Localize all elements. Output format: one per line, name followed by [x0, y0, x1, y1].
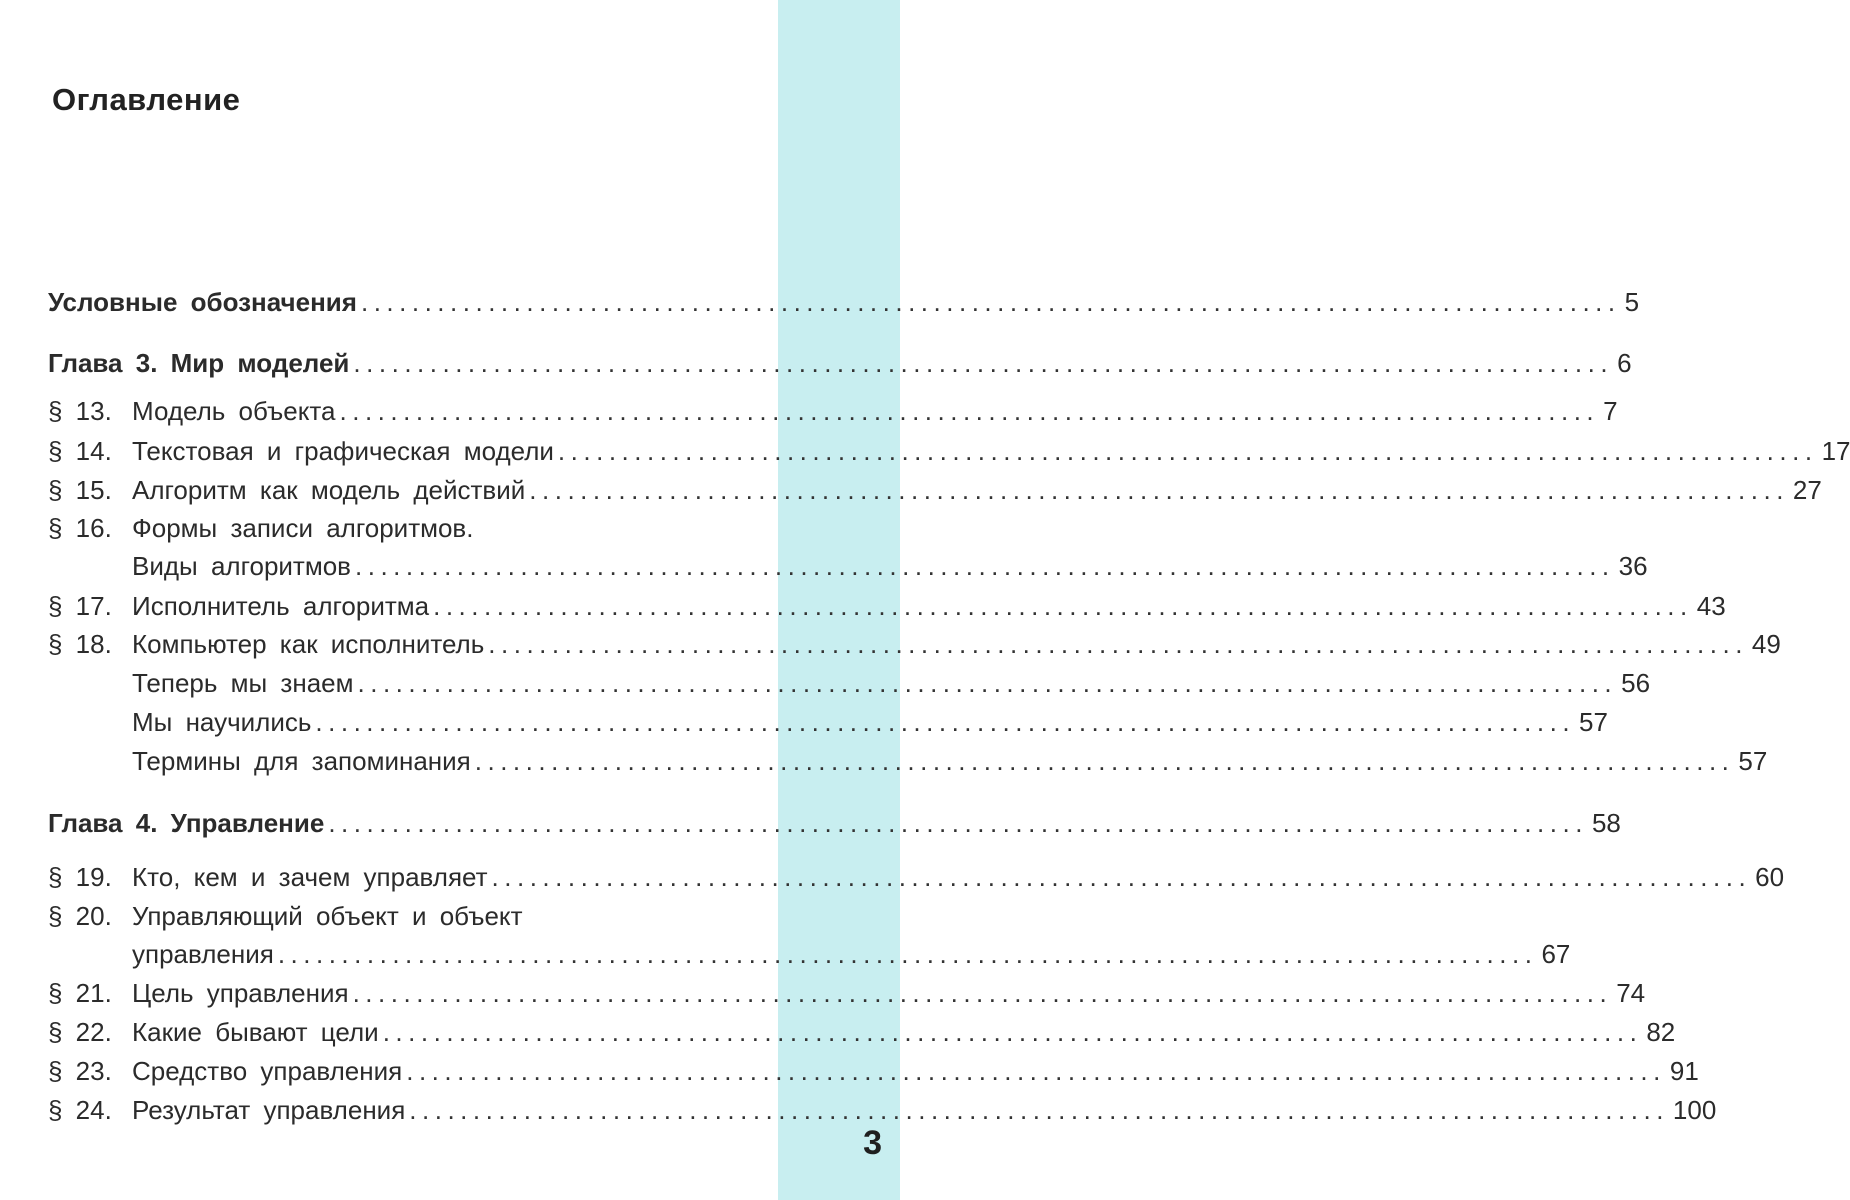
section-title: Термины для запоминания — [132, 746, 471, 776]
section-title: Цель управления — [132, 978, 349, 1008]
toc-entry-section-20[interactable] — [48, 934, 1571, 974]
section-number: § 17. — [48, 591, 112, 621]
entry-page: 36 — [1618, 551, 1648, 581]
section-number: § 21. — [48, 978, 112, 1008]
section-number: § 20. — [48, 901, 112, 931]
leader-dots: ................................................................................................... — [406, 1056, 1666, 1086]
section-number: § 16. — [48, 513, 112, 543]
leader-dots: ................................................................................................... — [352, 978, 1613, 1008]
section-number: § 22. — [48, 1017, 112, 1047]
leader-dots: ................................................................................................... — [529, 475, 1789, 505]
entry-page: 100 — [1672, 1095, 1717, 1125]
toc-entry-chapter-4[interactable] — [48, 803, 1621, 843]
chapter-title: Глава 3. Мир моделей — [48, 348, 350, 378]
toc-entry-section-15[interactable] — [48, 470, 1822, 510]
entry-title: Условные обозначения — [48, 287, 357, 317]
toc-title: Оглавление — [52, 82, 241, 117]
toc-entry-section-16[interactable] — [48, 546, 1648, 586]
section-title: Компьютер как исполнитель — [132, 629, 485, 659]
section-number: § 18. — [48, 629, 112, 659]
entry-page: 58 — [1591, 808, 1621, 838]
section-number: § 23. — [48, 1056, 112, 1086]
leader-dots: ................................................................................................... — [474, 746, 1735, 776]
toc-entry-we-learned[interactable] — [48, 702, 1608, 742]
toc-entry-section-22[interactable] — [48, 1012, 1676, 1052]
entry-page: 17 — [1821, 436, 1850, 466]
leader-dots: ................................................................................................... — [315, 707, 1576, 737]
page-number: 3 — [863, 1124, 882, 1162]
section-title: Какие бывают цели — [132, 1017, 379, 1047]
leader-dots: ................................................................................................... — [328, 808, 1588, 838]
toc-entry-section-13[interactable] — [48, 391, 1618, 431]
section-title-continued: управления — [132, 939, 274, 969]
toc-entry-legend[interactable] — [48, 282, 1640, 322]
entry-page: 7 — [1603, 396, 1618, 426]
leader-dots: ................................................................................................... — [433, 591, 1693, 621]
entry-page: 5 — [1624, 287, 1640, 317]
toc-entry-section-23[interactable] — [48, 1051, 1699, 1091]
section-title: Текстовая и графическая модели — [132, 436, 554, 466]
toc-entry-section-21[interactable] — [48, 973, 1646, 1013]
leader-dots: ................................................................................................... — [357, 668, 1618, 698]
section-number: § 15. — [48, 475, 112, 505]
leader-dots: ................................................................................................... — [353, 348, 1614, 378]
toc-entry-section-18[interactable] — [48, 624, 1781, 664]
leader-dots: ................................................................................................... — [491, 862, 1752, 892]
entry-page: 57 — [1738, 746, 1768, 776]
section-title: Кто, кем и зачем управляет — [132, 862, 488, 892]
entry-page: 56 — [1621, 668, 1651, 698]
toc-entry-section-24[interactable] — [48, 1090, 1717, 1130]
section-title: Управляющий объект и объект — [132, 901, 523, 931]
leader-dots: ................................................................................................... — [360, 287, 1621, 317]
leader-dots: ................................................................................................... — [355, 551, 1615, 581]
entry-page: 27 — [1792, 475, 1822, 505]
entry-page: 43 — [1696, 591, 1726, 621]
chapter-title: Глава 4. Управление — [48, 808, 325, 838]
section-number: § 19. — [48, 862, 112, 892]
toc-entry-terms[interactable] — [48, 741, 1768, 781]
entry-page: 74 — [1616, 978, 1646, 1008]
section-title: Исполнитель алгоритма — [132, 591, 430, 621]
section-title: Средство управления — [132, 1056, 403, 1086]
section-title: Результат управления — [132, 1095, 406, 1125]
section-title: Мы научились — [132, 707, 312, 737]
entry-page: 60 — [1755, 862, 1785, 892]
entry-page: 6 — [1617, 348, 1632, 378]
toc-entry-chapter-3[interactable] — [48, 343, 1632, 383]
leader-dots: ................................................................................................... — [277, 939, 1538, 969]
section-number: § 24. — [48, 1095, 112, 1125]
section-number: § 14. — [48, 436, 112, 466]
entry-page: 49 — [1751, 629, 1781, 659]
section-title-continued: Виды алгоритмов — [132, 551, 351, 581]
entry-page: 57 — [1579, 707, 1608, 737]
toc-entry-section-14[interactable] — [48, 431, 1850, 471]
toc-entry-section-16-line1[interactable] — [48, 508, 748, 548]
toc-entry-section-17[interactable] — [48, 586, 1726, 626]
section-number: § 13. — [48, 396, 112, 426]
leader-dots: ................................................................................................... — [488, 629, 1748, 659]
entry-page: 82 — [1646, 1017, 1676, 1047]
section-title: Алгоритм как модель действий — [132, 475, 526, 505]
leader-dots: ................................................................................................... — [382, 1017, 1643, 1047]
entry-page: 91 — [1669, 1056, 1699, 1086]
toc-entry-section-20-line1[interactable] — [48, 896, 748, 936]
entry-page: 67 — [1541, 939, 1571, 969]
toc-entry-section-19[interactable] — [48, 857, 1785, 897]
toc-entry-now-we-know[interactable] — [48, 663, 1651, 703]
leader-dots: ................................................................................................... — [557, 436, 1818, 466]
section-title: Формы записи алгоритмов. — [132, 513, 474, 543]
section-title: Теперь мы знаем — [132, 668, 354, 698]
leader-dots: ................................................................................................... — [339, 396, 1600, 426]
leader-dots: ................................................................................................... — [409, 1095, 1669, 1125]
section-title: Модель объекта — [132, 396, 336, 426]
